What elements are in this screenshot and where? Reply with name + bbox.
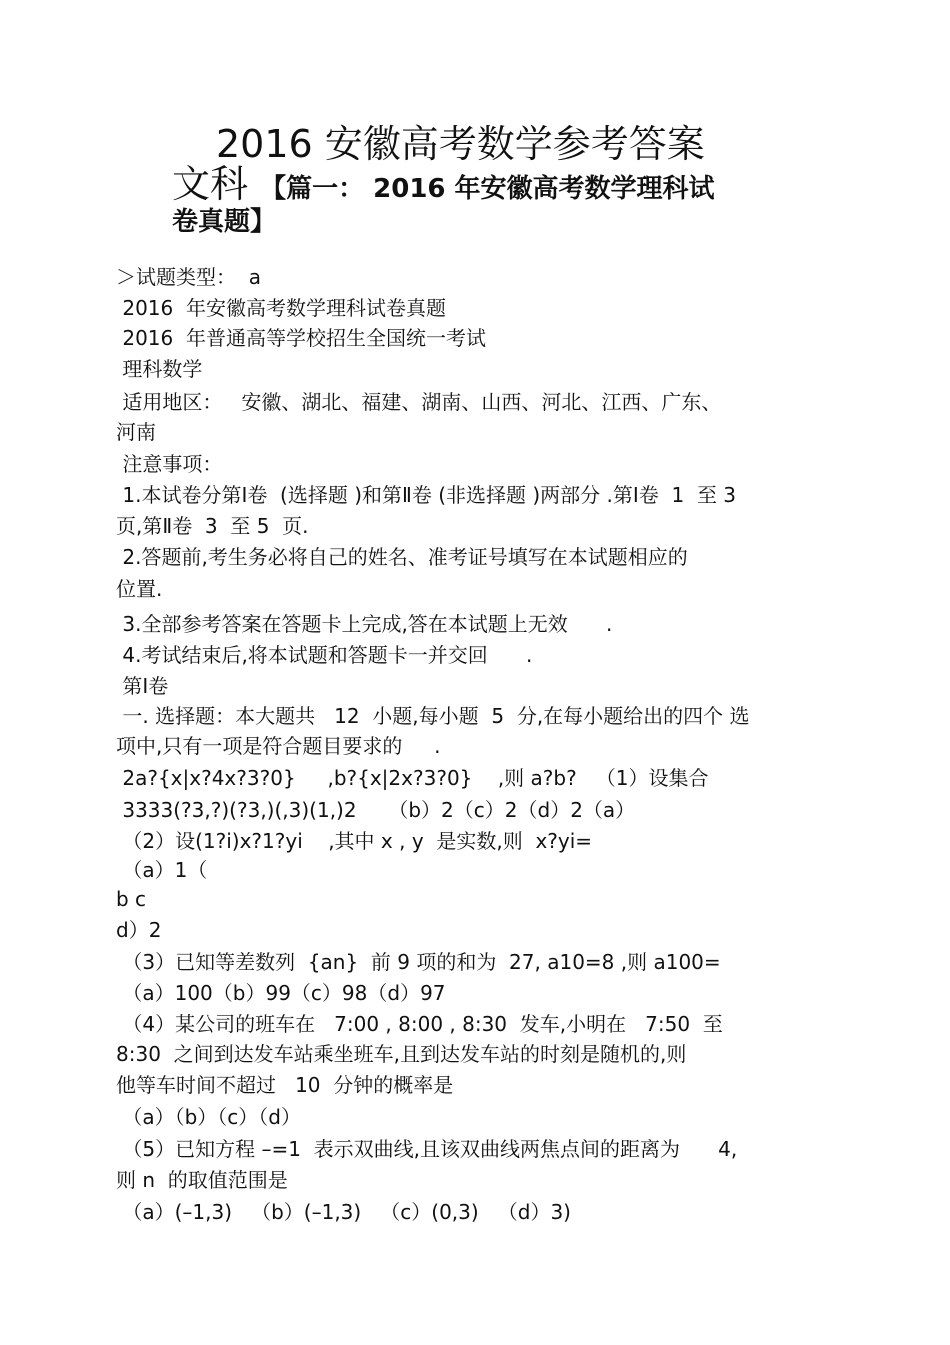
text-line: 页,第Ⅱ卷 3 至 5 页. <box>116 514 309 538</box>
text-line: 河南 <box>116 420 156 444</box>
text-line: 适用地区： 安徽、湖北、福建、湖南、山西、河北、江西、广东、 <box>116 390 722 414</box>
text-line: （3）已知等差数列 {an} 前 9 项的和为 27, a10=8 ,则 a100= <box>116 950 721 974</box>
text-line: ＞试题类型： a <box>116 265 261 289</box>
text-line: （a）1（ <box>116 858 208 882</box>
text-line: 项中,只有一项是符合题目要求的 . <box>116 734 441 758</box>
text-line: 一. 选择题：本大题共 12 小题,每小题 5 分,在每小题给出的四个 选 <box>116 704 750 728</box>
text-line: 2a?{x|x?4x?3?0} ,b?{x|2x?3?0} ,则 a?b? （1）设集合 <box>116 766 709 790</box>
subtitle-continuation: 卷真题】 <box>172 207 277 237</box>
text-line: 理科数学 <box>116 357 203 381</box>
text-line: 3.全部参考答案在答题卡上完成,答在本试题上无效 . <box>116 612 613 636</box>
text-line: d）2 <box>116 918 162 942</box>
text-line: 2016 年普通高等学校招生全国统一考试 <box>116 326 486 350</box>
text-line: （4）某公司的班车在 7:00 , 8:00 , 8:30 发车,小明在 7:50 至 <box>116 1012 723 1036</box>
text-line: 4.考试结束后,将本试题和答题卡一并交回 . <box>116 643 533 667</box>
text-line: （2）设(1?i)x?1?yi ,其中 x , y 是实数,则 x?yi= <box>116 829 593 853</box>
text-line: 第Ⅰ卷 <box>116 674 169 698</box>
text-line: （a）100（b）99（c）98（d）97 <box>116 981 446 1005</box>
text-line: 注意事项： <box>116 452 223 476</box>
text-line: 3333(?3,?)(?3,)(,3)(1,)2 （b）2（c）2（d）2（a） <box>116 798 636 822</box>
subtitle-article: 【篇一： 2016 年安徽高考数学理科试 <box>260 174 715 204</box>
text-line: 则 n 的取值范围是 <box>116 1168 288 1192</box>
text-line: 1.本试卷分第Ⅰ卷 (选择题 )和第Ⅱ卷 (非选择题 )两部分 .第Ⅰ卷 1 至 3 <box>116 483 737 507</box>
text-line: 2.答题前,考生务必将自己的姓名、准考证号填写在本试题相应的 <box>116 545 688 569</box>
text-line: b c <box>116 887 147 911</box>
document-title: 2016 安徽高考数学参考答案 <box>216 122 705 166</box>
text-line: （a）（b）（c）（d） <box>116 1105 301 1129</box>
text-line: （a）(–1,3) （b）(–1,3) （c）(0,3) （d）3) <box>116 1200 571 1224</box>
text-line: 8:30 之间到达发车站乘坐班车,且到达发车站的时刻是随机的,则 <box>116 1042 687 1066</box>
subtitle-category: 文科 <box>172 162 261 206</box>
text-line: 2016 年安徽高考数学理科试卷真题 <box>116 296 446 320</box>
text-line: 位置. <box>116 577 163 601</box>
text-line: （5）已知方程 –=1 表示双曲线,且该双曲线两焦点间的距离为 4, <box>116 1137 738 1161</box>
text-line: 他等车时间不超过 10 分钟的概率是 <box>116 1073 454 1097</box>
